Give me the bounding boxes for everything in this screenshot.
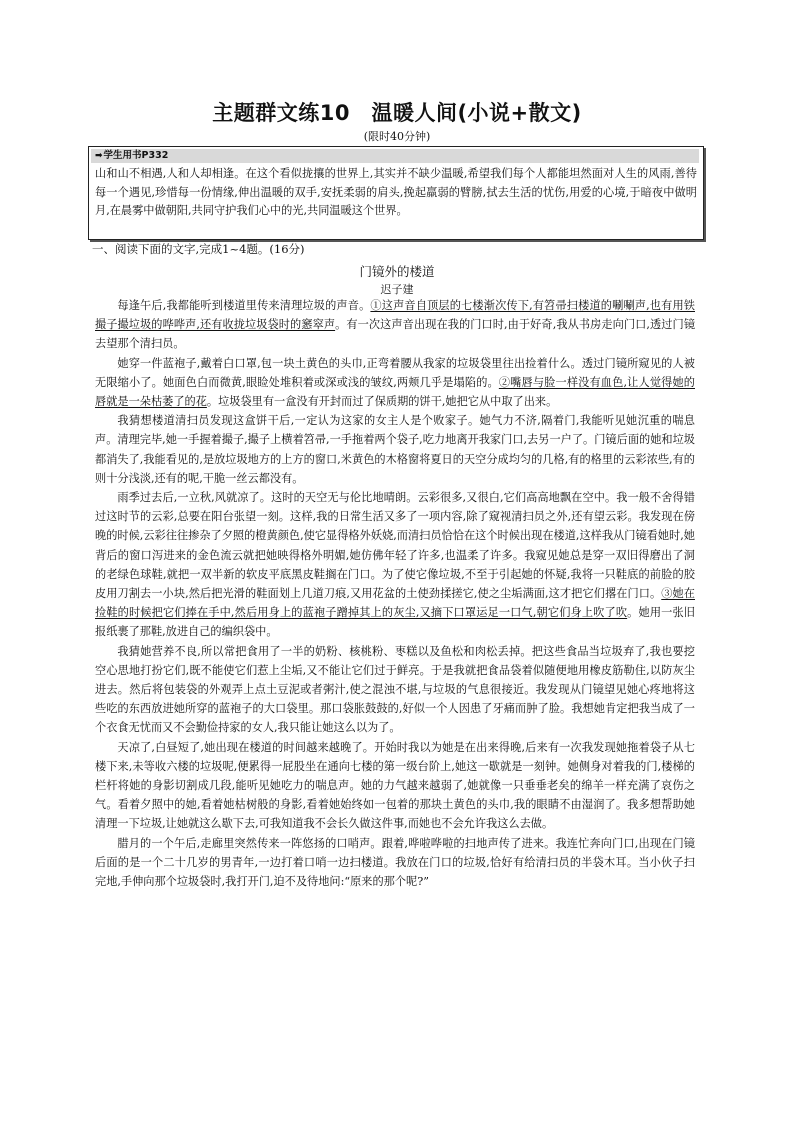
paragraph	[95, 354, 695, 412]
text-run: 每逢午后,我都能听到楼道里传来清理垃圾的声音。	[117, 299, 371, 312]
article-title: 门镜外的楼道	[359, 264, 435, 279]
paragraph	[95, 296, 695, 354]
paragraph	[95, 488, 695, 642]
paragraph: 我猜她营养不良,所以常把食用了一半的奶粉、核桃粉、枣糕以及鱼松和肉松丢掉。把这些食品当垃圾弃了,我也要挖空心思地打扮它们,既不能使它们惹上尘垢,又不能让它们过于鲜亮。于是我就把食品袋着似随便地用橡皮筋勒住,以防灰尘进去。然后将包装袋的外观弄上点土豆泥或者粥汁,使之混浊不堪,与垃圾的气息很接近。我发现从门镜望见她心疼地将这些吃的东西放进她所穿的蓝袍子的大口袋里。那口袋胀鼓鼓的,好似一个人因患了牙痛而肿了脸。我想她肯定把我当成了一个衣食无忧而又不会勤俭持家的女人,我只能让她这么以为了。	[95, 644, 695, 735]
text-run: 她穿一件蓝袍子,戴着白口罩,包一块土黄色的头巾,正弯着腰从我家的垃圾袋里往出捡着什么。透过门镜所窥见的人被无限缩小了。她面色白而微黄,眼睑处堆积着或深或浅的皱纹,两颊几乎是塌陷的。	[95, 356, 695, 389]
book-reference-text: 学生用书P332	[103, 150, 169, 161]
article-body	[95, 296, 695, 891]
underlined-sentence-2: ②嘴唇与脸一样没有血色,让人觉得她的唇就是一朵枯萎了的花	[95, 375, 695, 409]
underlined-sentence-1: ①这声音自顶层的七楼渐次传下,有笤帚扫楼道的唰唰声,也有用铁撮子撮垃圾的哗哗声,还有收拢垃圾袋时的窸窣声	[95, 299, 695, 332]
paragraph: 腊月的一个午后,走廊里突然传来一阵悠扬的口哨声。跟着,哗啦哗啦的扫地声传了进来。我连忙奔向门口,出现在门镜后面的是一个二十几岁的男青年,一边打着口哨一边扫楼道。我放在门口的垃圾,恰好有给清扫员的半袋木耳。当小伙子扫完地,手伸向那个垃圾袋时,我打开门,迫不及待地问:“原来的那个呢?”	[95, 836, 695, 889]
text-run: 。垃圾袋里有一盒没有开封而过了保质期的饼干,她把它从中取了出来。	[206, 395, 558, 409]
time-limit: (限时40分钟)	[363, 130, 431, 143]
paragraph: 我猜想楼道清扫员发现这盒饼干后,一定认为这家的女主人是个败家子。她气力不济,隔着门,我能听见她沉重的喘息声。清理完毕,她一手握着撮子,撮子上横着笤帚,一手拖着两个袋子,吃力地离开我家门口,去另一户了。门镜后面的她和垃圾都消失了,我能看见的,是放垃圾地方的上方的窗口,米黄色的木格窗将夏日的天空分成均匀的几格,有的格里的云彩浓些,有的则十分浅淡,还有的呢,干脆一丝云都没有。	[95, 414, 695, 485]
underlined-sentence-3: ③她在捡鞋的时候把它们捧在手中,然后用身上的蓝袍子蹭掉其上的灰尘,又摘下口罩运足一口气,朝它们身上吹了吹	[95, 587, 695, 620]
text-run: 雨季过去后,一立秋,风就凉了。这时的天空无与伦比地晴朗。云彩很多,又很白,它们高高地飘在空中。我一般不舍得错过这时节的云彩,总要在阳台张望一刻。这样,我的日常生活又多了一项内容,除了窥视清扫员之外,还有望云彩。我发现在傍晚的时候,云彩往往掺杂了夕照的橙黄颜色,使它显得格外妖娆,而清扫员恰恰在这个时候出现在楼道,这样我从门镜看她时,她背后的窗口泻进来的金色流云就把她映得格外明媚,她仿佛年轻了许多,也温柔了许多。我窥见她总是穿一双旧得磨出了洞的老绿色球鞋,就把一双半新的软皮平底黑皮鞋搁在门口。为了使它像垃圾,不至于引起她的怀疑,我将一只鞋底的前脸的胶皮用刀割去一小块,然后把光滑的鞋面划上几道刀痕,又用花盆的土使劲揉搓它,使之尘垢满面,这才把它们撂在门口。	[95, 491, 695, 601]
page-title: 主题群文练10 温暖人间(小说+散文)	[212, 101, 582, 125]
text-run: 。有一次这声音出现在我的门口时,由于好奇,我从书房走向门口,透过门镜去望那个清扫员。	[95, 318, 696, 351]
intro-box	[88, 146, 704, 240]
section-question: 一、阅读下面的文字,完成1~4题。(16分)	[92, 242, 305, 256]
book-reference-tag	[91, 149, 699, 163]
text-run: 。她用一张旧报纸裹了那鞋,放进自己的编织袋中。	[95, 606, 695, 639]
intro-text: 山和山不相遇,人和人却相逢。在这个看似拢攘的世界上,其实并不缺少温暖,希望我们每个人都能坦然面对人生的风雨,善待每一个遇见,珍惜每一份情缘,伸出温暖的双手,安抚柔弱的肩头,挽起羸弱的臂膀,拭去生活的忧伤,用爱的心境,于暗夜中做明月,在晨雾中做朝阳,共同守护我们心中的光,共同温暖这个世界。	[95, 167, 697, 217]
article-author: 迟子建	[380, 283, 414, 296]
arrow-icon: ➡	[95, 151, 103, 161]
paragraph: 天凉了,白昼短了,她出现在楼道的时间越来越晚了。开始时我以为她是在出来得晚,后来有一次我发现她拖着袋子从七楼下来,未等收六楼的垃圾呢,便累得一屁股坐在通向七楼的第一级台阶上,她这一歇就是一刻钟。她侧身对着我的门,楼梯的栏杆将她的身影切割成几段,能听见她吃力的喘息声。她的力气越来越弱了,她就像一只垂垂老矣的绵羊一样充满了哀伤之气。看着夕照中的她,看着她枯树般的身影,看着她始终如一包着的那块土黄色的头巾,我的眼睛不由湿润了。我多想帮助她清理一下垃圾,让她就这么歇下去,可我知道我不会长久做这件事,而她也不会允许我这么去做。	[95, 740, 695, 831]
